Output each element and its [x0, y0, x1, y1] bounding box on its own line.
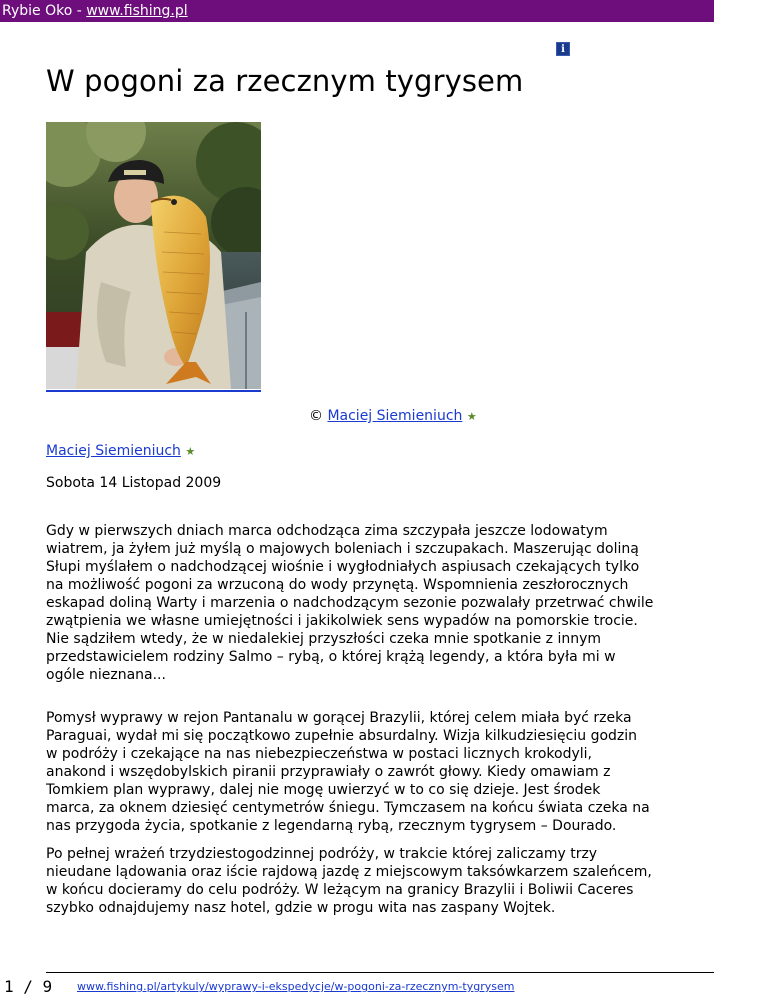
page-number: 1 / 9	[4, 977, 53, 994]
paragraph-line: nieudane lądowania oraz iście rajdową jazdę z miejscowym taksówkarzem szaleńcem,	[46, 864, 652, 880]
site-header-bar	[0, 0, 714, 22]
paragraph-line: przedstawicielem rodziny Salmo – rybą, o której krążą legendy, a która była mi w	[46, 649, 616, 665]
paragraph-line: na możliwość pogoni za wrzuconą do wody przynętą. Wspomnienia zeszłorocznych	[46, 577, 629, 593]
footer-divider	[46, 972, 714, 973]
paragraph-line: w podróży i czekające na nas niebezpieczeństwa w postaci licznych krokodyli,	[46, 746, 592, 762]
footer-url-link[interactable]: www.fishing.pl/artykuly/wyprawy-i-ekspedycje/w-pogoni-za-rzecznym-tygrysem	[77, 980, 515, 993]
article-date: Sobota 14 Listopad 2009	[46, 475, 222, 491]
copyright-symbol: ©	[309, 408, 323, 424]
paragraph-line: ogóle nieznana...	[46, 667, 166, 683]
paragraph-line: Gdy w pierwszych dniach marca odchodząca zima szczypała jeszcze lodowatym	[46, 523, 608, 539]
star-icon: ★	[466, 410, 477, 423]
site-link[interactable]: www.fishing.pl	[86, 3, 188, 19]
star-icon: ★	[185, 445, 196, 458]
paragraph-line: w końcu docieramy do celu podróży. W leżącym na granicy Brazylii i Boliwii Caceres	[46, 882, 634, 898]
paragraph-line: szybko odnajdujemy nasz hotel, gdzie w progu wita nas zaspany Wojtek.	[46, 900, 556, 916]
paragraph-line: anakond i wszędobylskich piranii przyprawiały o zawrót głowy. Kiedy omawiam z	[46, 764, 611, 780]
paragraph-2	[46, 709, 726, 835]
paragraph-line: Pomysł wyprawy w rejon Pantanalu w gorącej Brazylii, której celem miała być rzeka	[46, 710, 632, 726]
article-photo	[46, 122, 261, 389]
paragraph-line: Słupi myślałem o nadchodzącej wiośnie i wygłodniałych aspiusach czekających tylko	[46, 559, 640, 575]
photo-underline	[46, 390, 261, 392]
article-title: W pogoni za rzecznym tygrysem	[46, 64, 524, 98]
paragraph-line: wiatrem, ja żyłem już myślą o majowych boleniach i szczupakach. Maszerując doliną	[46, 541, 639, 557]
article-author	[46, 443, 195, 459]
paragraph-line: nas przygoda życia, spotkanie z legendarną rybą, rzecznym tygrysem – Dourado.	[46, 818, 617, 834]
author-link[interactable]: Maciej Siemieniuch	[46, 443, 181, 459]
site-name: Rybie Oko -	[2, 3, 87, 19]
paragraph-1	[46, 522, 726, 684]
paragraph-line: marca, za oknem dziesięć centymetrów śniegu. Tymczasem na końcu świata czeka na	[46, 800, 650, 816]
photo-credit	[309, 408, 477, 424]
info-icon[interactable]: i	[556, 42, 570, 56]
credit-author-link[interactable]: Maciej Siemieniuch	[327, 408, 463, 424]
paragraph-line: Tomkiem plan wyprawy, dalej nie mogę uwierzyć w to co się dzieje. Jest środek	[46, 782, 601, 798]
paragraph-line: Nie sądziłem wtedy, że w niedalekiej przyszłości czeka mnie spotkanie z innym	[46, 631, 602, 647]
paragraph-line: Po pełnej wrażeń trzydziestogodzinnej podróży, w trakcie której zaliczamy trzy	[46, 846, 598, 862]
paragraph-3	[46, 845, 726, 917]
angler-with-golden-dorado-photo	[46, 122, 261, 389]
paragraph-line: Paraguai, wydał mi się początkowo zupełnie absurdalny. Wizja kilkudziesięciu godzin	[46, 728, 638, 744]
paragraph-line: zwątpienia we własne umiejętności i jakikolwiek sens wypadów na pomorskie trocie.	[46, 613, 638, 629]
paragraph-line: eskapad doliną Warty i marzenia o nadchodzącym sezonie pozwalały przetrwać chwile	[46, 595, 654, 611]
